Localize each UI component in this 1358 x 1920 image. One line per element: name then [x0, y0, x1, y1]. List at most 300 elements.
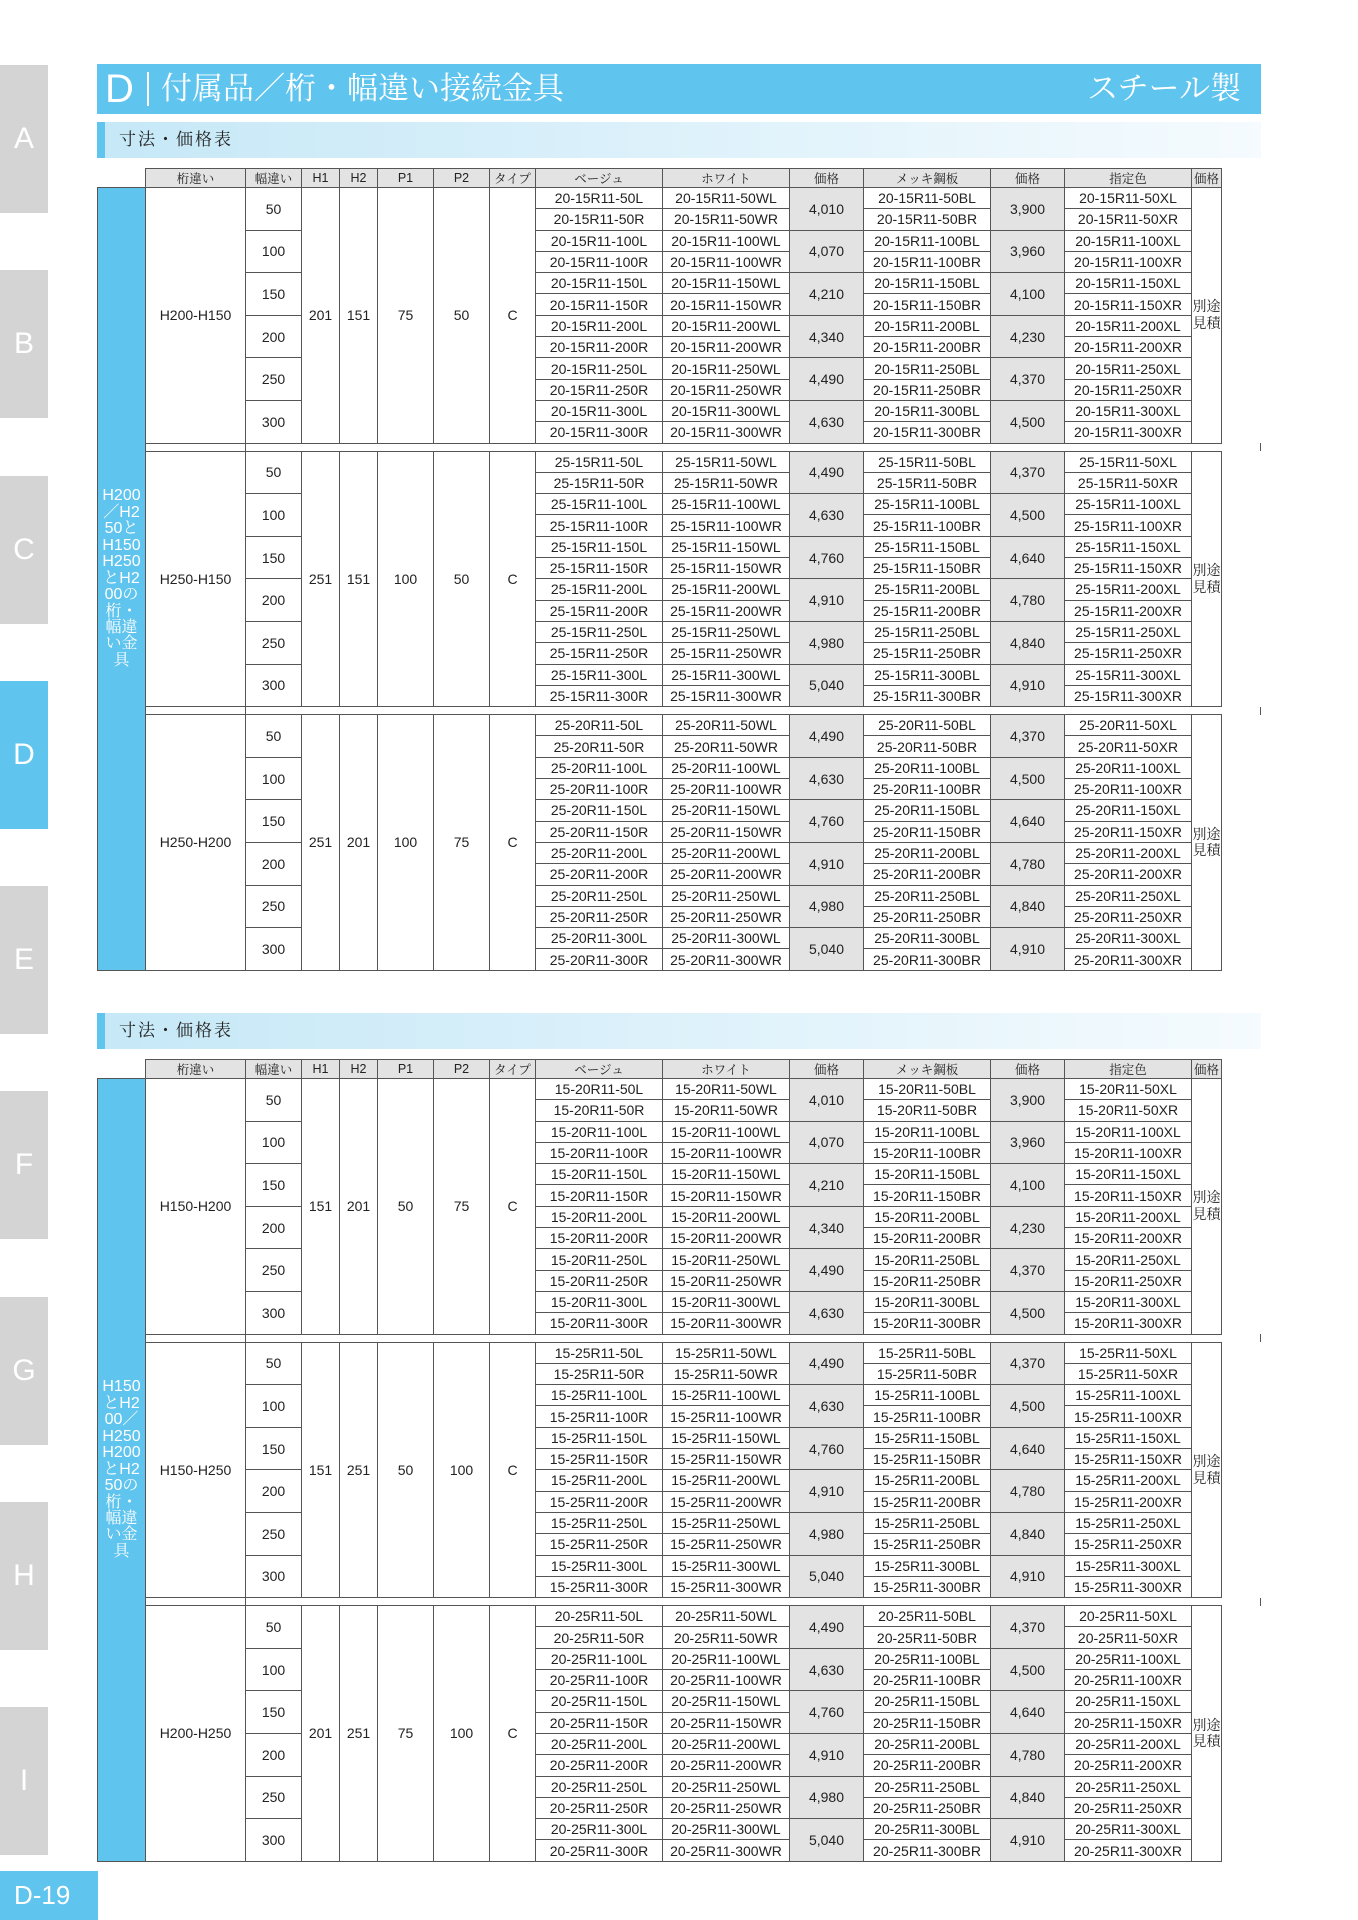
beige-part-no: 25-20R11-50R [536, 736, 663, 757]
beige-part-no: 15-25R11-250L [536, 1512, 663, 1533]
beige-part-no: 20-15R11-250L [536, 358, 663, 379]
header-divider [147, 72, 149, 106]
column-header: メッキ鋼板 [864, 169, 991, 188]
white-part-no: 25-15R11-50WR [663, 472, 790, 493]
beige-part-no: 15-25R11-100L [536, 1385, 663, 1406]
plated-part-no: 20-25R11-200BL [864, 1733, 991, 1754]
plated-part-no: 20-15R11-250BR [864, 379, 991, 400]
white-part-no: 15-20R11-100WL [663, 1121, 790, 1142]
custom-color-part-no: 25-15R11-150XR [1065, 558, 1192, 579]
beige-part-no: 15-20R11-250R [536, 1270, 663, 1291]
column-header: 価格 [790, 1060, 864, 1079]
white-part-no: 20-15R11-150WR [663, 294, 790, 315]
custom-color-part-no: 25-15R11-250XL [1065, 621, 1192, 642]
plated-part-no: 20-15R11-50BL [864, 188, 991, 209]
price-plated: 4,640 [991, 536, 1065, 579]
white-part-no: 20-25R11-300WL [663, 1819, 790, 1840]
custom-color-part-no: 15-25R11-100XR [1065, 1406, 1192, 1427]
plated-part-no: 25-20R11-150BR [864, 821, 991, 842]
custom-color-part-no: 15-25R11-100XL [1065, 1385, 1192, 1406]
custom-color-part-no: 20-15R11-150XL [1065, 273, 1192, 294]
price-painted: 4,490 [790, 451, 864, 494]
p1-value: 75 [378, 1606, 434, 1862]
white-part-no: 25-15R11-300WR [663, 685, 790, 706]
beige-part-no: 25-20R11-200L [536, 842, 663, 863]
price-painted: 4,340 [790, 315, 864, 358]
beige-part-no: 25-20R11-250R [536, 906, 663, 927]
custom-color-part-no: 20-15R11-300XL [1065, 400, 1192, 421]
white-part-no: 20-15R11-250WR [663, 379, 790, 400]
table-row [98, 1291, 1261, 1312]
table-row [98, 1342, 1261, 1363]
beige-part-no: 15-20R11-300L [536, 1291, 663, 1312]
custom-color-part-no: 20-25R11-100XR [1065, 1670, 1192, 1691]
table-row [98, 715, 1261, 736]
column-header: H1 [302, 169, 340, 188]
price-painted: 4,760 [790, 536, 864, 579]
white-part-no: 15-20R11-200WR [663, 1228, 790, 1249]
price-plated: 3,900 [991, 1079, 1065, 1122]
table-row [98, 536, 1261, 557]
width-value: 300 [246, 400, 302, 443]
custom-color-part-no: 25-15R11-200XR [1065, 600, 1192, 621]
beige-part-no: 20-15R11-50R [536, 209, 663, 230]
h1-value: 251 [302, 451, 340, 707]
custom-color-part-no: 15-20R11-250XL [1065, 1249, 1192, 1270]
type-value: C [490, 451, 536, 707]
beige-part-no: 15-25R11-150L [536, 1427, 663, 1448]
plated-part-no: 20-15R11-50BR [864, 209, 991, 230]
beige-part-no: 20-25R11-250L [536, 1776, 663, 1797]
table-row [98, 1512, 1261, 1533]
custom-color-part-no: 15-20R11-200XR [1065, 1228, 1192, 1249]
table-row [98, 1206, 1261, 1227]
price-painted: 4,910 [790, 842, 864, 885]
price-painted: 4,630 [790, 400, 864, 443]
width-value: 250 [246, 1249, 302, 1292]
plated-part-no: 20-25R11-300BL [864, 1819, 991, 1840]
plated-part-no: 20-25R11-200BR [864, 1755, 991, 1776]
price-painted: 4,490 [790, 358, 864, 401]
width-value: 200 [246, 579, 302, 622]
width-value: 200 [246, 1470, 302, 1513]
step-size: H200-H250 [146, 1606, 246, 1862]
width-value: 100 [246, 1385, 302, 1428]
beige-part-no: 20-25R11-100L [536, 1648, 663, 1669]
custom-color-part-no: 20-25R11-50XR [1065, 1627, 1192, 1648]
plated-part-no: 20-15R11-300BR [864, 422, 991, 443]
plated-part-no: 25-20R11-250BL [864, 885, 991, 906]
beige-part-no: 25-20R11-200R [536, 864, 663, 885]
width-value: 150 [246, 1691, 302, 1734]
p1-value: 100 [378, 451, 434, 707]
plated-part-no: 15-25R11-100BL [864, 1385, 991, 1406]
table-row [98, 757, 1261, 778]
custom-color-part-no: 15-25R11-50XR [1065, 1363, 1192, 1384]
price-table-2 [97, 1059, 1261, 1862]
beige-part-no: 20-25R11-250R [536, 1797, 663, 1818]
beige-part-no: 25-20R11-50L [536, 715, 663, 736]
side-tab-i[interactable]: I [0, 1707, 48, 1855]
column-header: H1 [302, 1060, 340, 1079]
column-header: H2 [340, 1060, 378, 1079]
price-plated: 4,370 [991, 358, 1065, 401]
p1-value: 50 [378, 1079, 434, 1335]
price-plated: 3,900 [991, 188, 1065, 231]
width-value: 50 [246, 1079, 302, 1122]
price-painted: 5,040 [790, 664, 864, 707]
table-row [98, 1555, 1261, 1576]
price-plated: 4,640 [991, 1691, 1065, 1734]
price-plated: 4,840 [991, 621, 1065, 664]
custom-color-part-no: 20-25R11-250XL [1065, 1776, 1192, 1797]
width-value: 50 [246, 1606, 302, 1649]
column-header: 桁違い [146, 1060, 246, 1079]
price-painted: 4,070 [790, 230, 864, 273]
table-row [98, 1606, 1261, 1627]
p2-value: 75 [434, 1079, 490, 1335]
type-value: C [490, 1079, 536, 1335]
price-painted: 4,980 [790, 885, 864, 928]
beige-part-no: 15-20R11-200R [536, 1228, 663, 1249]
plated-part-no: 25-15R11-100BR [864, 515, 991, 536]
p2-value: 100 [434, 1606, 490, 1862]
table-row [98, 230, 1261, 251]
beige-part-no: 20-15R11-150R [536, 294, 663, 315]
white-part-no: 20-25R11-50WL [663, 1606, 790, 1627]
white-part-no: 25-20R11-50WL [663, 715, 790, 736]
custom-color-part-no: 20-15R11-100XL [1065, 230, 1192, 251]
column-header: P2 [434, 1060, 490, 1079]
column-header: 幅違い [246, 1060, 302, 1079]
page-title: 付属品／桁・幅違い接続金具 [161, 71, 564, 107]
plated-part-no: 15-20R11-250BL [864, 1249, 991, 1270]
price-plated: 4,840 [991, 885, 1065, 928]
column-header: H2 [340, 169, 378, 188]
white-part-no: 15-25R11-50WL [663, 1342, 790, 1363]
width-value: 200 [246, 1206, 302, 1249]
plated-part-no: 15-25R11-150BL [864, 1427, 991, 1448]
side-index-tabs [0, 0, 48, 1880]
width-value: 250 [246, 885, 302, 928]
price-painted: 4,760 [790, 1691, 864, 1734]
custom-color-part-no: 20-25R11-150XL [1065, 1691, 1192, 1712]
custom-color-part-no: 20-25R11-200XL [1065, 1733, 1192, 1754]
price-painted: 4,760 [790, 1427, 864, 1470]
custom-color-part-no: 20-25R11-100XL [1065, 1648, 1192, 1669]
column-header: 価格 [1192, 169, 1222, 188]
custom-color-part-no: 20-25R11-250XR [1065, 1797, 1192, 1818]
custom-color-part-no: 15-20R11-200XL [1065, 1206, 1192, 1227]
white-part-no: 25-20R11-50WR [663, 736, 790, 757]
plated-part-no: 20-15R11-200BL [864, 315, 991, 336]
step-size: H250-H150 [146, 451, 246, 707]
plated-part-no: 15-25R11-200BR [864, 1491, 991, 1512]
price-painted: 4,980 [790, 1776, 864, 1819]
white-part-no: 15-25R11-150WR [663, 1449, 790, 1470]
custom-color-part-no: 25-15R11-300XR [1065, 685, 1192, 706]
white-part-no: 25-15R11-300WL [663, 664, 790, 685]
beige-part-no: 20-25R11-200R [536, 1755, 663, 1776]
custom-color-part-no: 20-25R11-300XR [1065, 1840, 1192, 1861]
beige-part-no: 25-20R11-100L [536, 757, 663, 778]
custom-color-part-no: 20-15R11-200XR [1065, 337, 1192, 358]
price-plated: 4,500 [991, 757, 1065, 800]
table-row [98, 1249, 1261, 1270]
custom-color-part-no: 25-20R11-100XR [1065, 779, 1192, 800]
plated-part-no: 20-25R11-250BL [864, 1776, 991, 1797]
beige-part-no: 15-20R11-100L [536, 1121, 663, 1142]
white-part-no: 25-20R11-150WL [663, 800, 790, 821]
group-gap [98, 707, 1261, 715]
side-tab-e[interactable]: E [0, 886, 48, 1034]
custom-color-part-no: 25-20R11-300XR [1065, 949, 1192, 970]
white-part-no: 25-15R11-150WL [663, 536, 790, 557]
beige-part-no: 25-15R11-300L [536, 664, 663, 685]
price-painted: 4,980 [790, 621, 864, 664]
custom-color-part-no: 25-15R11-50XL [1065, 451, 1192, 472]
beige-part-no: 15-20R11-50R [536, 1100, 663, 1121]
plated-part-no: 25-15R11-150BL [864, 536, 991, 557]
group-gap [98, 1598, 1261, 1606]
white-part-no: 20-15R11-300WL [663, 400, 790, 421]
plated-part-no: 25-15R11-300BR [864, 685, 991, 706]
beige-part-no: 15-25R11-200R [536, 1491, 663, 1512]
white-part-no: 15-25R11-300WR [663, 1576, 790, 1597]
p2-value: 50 [434, 188, 490, 444]
white-part-no: 25-15R11-100WL [663, 494, 790, 515]
custom-color-part-no: 25-15R11-100XL [1065, 494, 1192, 515]
h1-value: 151 [302, 1342, 340, 1598]
column-header: ベージュ [536, 169, 663, 188]
plated-part-no: 20-25R11-100BL [864, 1648, 991, 1669]
table-row [98, 1691, 1261, 1712]
custom-color-part-no: 15-20R11-50XR [1065, 1100, 1192, 1121]
plated-part-no: 15-20R11-300BL [864, 1291, 991, 1312]
plated-part-no: 15-20R11-300BR [864, 1313, 991, 1334]
beige-part-no: 25-15R11-250R [536, 643, 663, 664]
white-part-no: 15-25R11-200WR [663, 1491, 790, 1512]
price-painted: 4,980 [790, 1512, 864, 1555]
p2-value: 100 [434, 1342, 490, 1598]
column-header: 価格 [790, 169, 864, 188]
price-painted: 4,630 [790, 494, 864, 537]
beige-part-no: 15-25R11-50L [536, 1342, 663, 1363]
h1-value: 201 [302, 1606, 340, 1862]
plated-part-no: 25-20R11-100BL [864, 757, 991, 778]
price-painted: 4,340 [790, 1206, 864, 1249]
white-part-no: 15-25R11-50WR [663, 1363, 790, 1384]
vertical-category-label: H200／H250とH150 H250とH200の桁・幅違い金具 [98, 188, 146, 971]
custom-color-part-no: 15-20R11-300XL [1065, 1291, 1192, 1312]
price-plated: 4,500 [991, 1385, 1065, 1428]
custom-color-part-no: 25-20R11-100XL [1065, 757, 1192, 778]
table-row [98, 1776, 1261, 1797]
h2-value: 151 [340, 451, 378, 707]
price-painted: 4,490 [790, 715, 864, 758]
price-on-request: 別途見積 [1192, 1079, 1222, 1335]
beige-part-no: 25-15R11-200R [536, 600, 663, 621]
plated-part-no: 25-20R11-50BL [864, 715, 991, 736]
custom-color-part-no: 20-15R11-100XR [1065, 251, 1192, 272]
plated-part-no: 15-25R11-250BR [864, 1534, 991, 1555]
custom-color-part-no: 15-25R11-150XR [1065, 1449, 1192, 1470]
plated-part-no: 15-20R11-150BR [864, 1185, 991, 1206]
beige-part-no: 25-20R11-250L [536, 885, 663, 906]
white-part-no: 20-25R11-150WR [663, 1712, 790, 1733]
price-plated: 3,960 [991, 1121, 1065, 1164]
plated-part-no: 25-20R11-300BR [864, 949, 991, 970]
page-number: D-19 [0, 1871, 98, 1920]
beige-part-no: 20-25R11-50R [536, 1627, 663, 1648]
table-row [98, 315, 1261, 336]
section-title-1: 寸法・価格表 [97, 122, 1261, 158]
table-row [98, 1121, 1261, 1142]
table-row [98, 273, 1261, 294]
white-part-no: 20-25R11-200WR [663, 1755, 790, 1776]
white-part-no: 25-20R11-200WR [663, 864, 790, 885]
price-plated: 4,230 [991, 315, 1065, 358]
width-value: 50 [246, 451, 302, 494]
side-tab-h[interactable]: H [0, 1502, 48, 1650]
price-painted: 4,010 [790, 188, 864, 231]
plated-part-no: 15-20R11-50BL [864, 1079, 991, 1100]
beige-part-no: 20-15R11-100L [536, 230, 663, 251]
white-part-no: 25-15R11-200WR [663, 600, 790, 621]
side-tab-c[interactable]: C [0, 476, 48, 624]
white-part-no: 20-25R11-100WL [663, 1648, 790, 1669]
plated-part-no: 20-25R11-150BL [864, 1691, 991, 1712]
plated-part-no: 25-15R11-150BR [864, 558, 991, 579]
white-part-no: 15-20R11-50WL [663, 1079, 790, 1100]
beige-part-no: 15-20R11-250L [536, 1249, 663, 1270]
plated-part-no: 15-20R11-200BL [864, 1206, 991, 1227]
price-painted: 4,490 [790, 1606, 864, 1649]
beige-part-no: 15-25R11-300L [536, 1555, 663, 1576]
white-part-no: 15-25R11-200WL [663, 1470, 790, 1491]
custom-color-part-no: 25-20R11-200XL [1065, 842, 1192, 863]
custom-color-part-no: 20-15R11-150XR [1065, 294, 1192, 315]
white-part-no: 20-15R11-300WR [663, 422, 790, 443]
table-row [98, 1427, 1261, 1448]
width-value: 300 [246, 1819, 302, 1862]
price-plated: 4,230 [991, 1206, 1065, 1249]
side-tab-d[interactable]: D [0, 681, 48, 829]
beige-part-no: 25-15R11-200L [536, 579, 663, 600]
column-header: 指定色 [1065, 1060, 1192, 1079]
material-label: スチール製 [1087, 71, 1241, 107]
white-part-no: 25-15R11-200WL [663, 579, 790, 600]
header-blank [98, 1060, 146, 1079]
white-part-no: 25-15R11-250WR [663, 643, 790, 664]
width-value: 100 [246, 1121, 302, 1164]
side-tab-a[interactable]: A [0, 65, 48, 213]
h2-value: 201 [340, 715, 378, 971]
price-plated: 4,780 [991, 842, 1065, 885]
h2-value: 151 [340, 188, 378, 444]
price-plated: 4,100 [991, 1164, 1065, 1207]
beige-part-no: 15-20R11-100R [536, 1142, 663, 1163]
price-plated: 4,100 [991, 273, 1065, 316]
white-part-no: 15-20R11-250WR [663, 1270, 790, 1291]
white-part-no: 20-15R11-50WR [663, 209, 790, 230]
column-header: メッキ鋼板 [864, 1060, 991, 1079]
custom-color-part-no: 25-15R11-250XR [1065, 643, 1192, 664]
price-painted: 4,630 [790, 1648, 864, 1691]
table-row [98, 621, 1261, 642]
beige-part-no: 25-15R11-100L [536, 494, 663, 515]
beige-part-no: 20-15R11-200R [536, 337, 663, 358]
white-part-no: 15-25R11-300WL [663, 1555, 790, 1576]
price-painted: 4,210 [790, 273, 864, 316]
white-part-no: 20-15R11-150WL [663, 273, 790, 294]
price-plated: 4,780 [991, 1470, 1065, 1513]
width-value: 100 [246, 494, 302, 537]
plated-part-no: 25-15R11-300BL [864, 664, 991, 685]
price-painted: 4,630 [790, 1291, 864, 1334]
beige-part-no: 20-15R11-150L [536, 273, 663, 294]
side-tab-g[interactable]: G [0, 1297, 48, 1445]
width-value: 150 [246, 1427, 302, 1470]
plated-part-no: 15-20R11-100BL [864, 1121, 991, 1142]
column-header: P1 [378, 1060, 434, 1079]
white-part-no: 20-15R11-250WL [663, 358, 790, 379]
beige-part-no: 20-15R11-300L [536, 400, 663, 421]
table-row [98, 1733, 1261, 1754]
price-plated: 4,370 [991, 1249, 1065, 1292]
width-value: 200 [246, 1733, 302, 1776]
width-value: 300 [246, 1291, 302, 1334]
white-part-no: 20-25R11-300WR [663, 1840, 790, 1861]
price-plated: 4,500 [991, 1291, 1065, 1334]
custom-color-part-no: 25-20R11-250XL [1065, 885, 1192, 906]
width-value: 100 [246, 1648, 302, 1691]
table-row [98, 1470, 1261, 1491]
white-part-no: 25-15R11-50WL [663, 451, 790, 472]
price-plated: 4,840 [991, 1512, 1065, 1555]
beige-part-no: 20-15R11-100R [536, 251, 663, 272]
white-part-no: 25-20R11-300WR [663, 949, 790, 970]
beige-part-no: 15-20R11-150R [536, 1185, 663, 1206]
price-plated: 4,910 [991, 1819, 1065, 1862]
width-value: 50 [246, 188, 302, 231]
plated-part-no: 25-20R11-150BL [864, 800, 991, 821]
custom-color-part-no: 15-25R11-300XR [1065, 1576, 1192, 1597]
white-part-no: 25-20R11-250WR [663, 906, 790, 927]
table-row [98, 1648, 1261, 1669]
custom-color-part-no: 25-20R11-250XR [1065, 906, 1192, 927]
table-row [98, 400, 1261, 421]
type-value: C [490, 1606, 536, 1862]
beige-part-no: 20-25R11-150R [536, 1712, 663, 1733]
width-value: 250 [246, 1512, 302, 1555]
custom-color-part-no: 20-25R11-50XL [1065, 1606, 1192, 1627]
white-part-no: 20-15R11-200WR [663, 337, 790, 358]
table-row [98, 1819, 1261, 1840]
custom-color-part-no: 15-25R11-150XL [1065, 1427, 1192, 1448]
side-tab-b[interactable]: B [0, 270, 48, 418]
plated-part-no: 20-15R11-250BL [864, 358, 991, 379]
white-part-no: 15-25R11-250WR [663, 1534, 790, 1555]
white-part-no: 20-25R11-100WR [663, 1670, 790, 1691]
beige-part-no: 20-25R11-300L [536, 1819, 663, 1840]
plated-part-no: 20-25R11-300BR [864, 1840, 991, 1861]
side-tab-f[interactable]: F [0, 1091, 48, 1239]
p1-value: 50 [378, 1342, 434, 1598]
white-part-no: 20-25R11-150WL [663, 1691, 790, 1712]
beige-part-no: 25-15R11-100R [536, 515, 663, 536]
price-on-request: 別途見積 [1192, 451, 1222, 707]
